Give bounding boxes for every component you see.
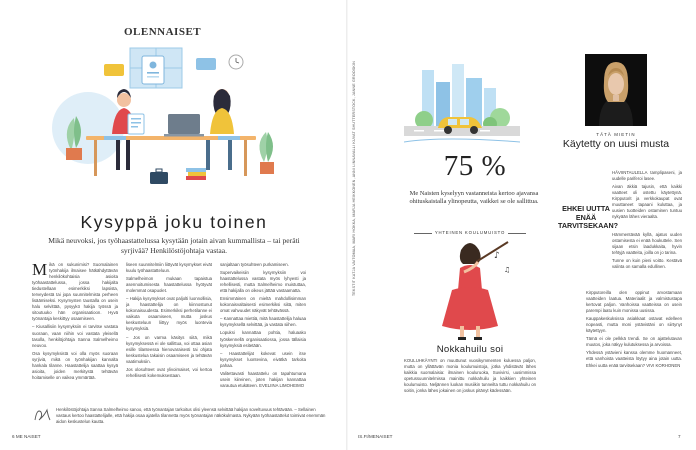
feature-section-label: YHTEINEN KOULUMUISTO: [404, 230, 536, 235]
drop-cap: M: [32, 262, 48, 279]
signature-icon: [32, 406, 52, 424]
article-column-1: [32, 262, 118, 404]
paragraph: Ensimmäinen on mieltä mahdollisimman kokonaisvaltaisesti esimerkiksi siitä, miten omat vahvuudet näkyvät tehtävässä.: [220, 296, 306, 314]
paragraph: Tunne on kuin pieni voitto. Kestävä valinta on samalla edullinen.: [612, 258, 682, 270]
laptop-icon: [168, 114, 200, 134]
photo-credit: TEKSTIT KATJA VAITOMAA, MARI HOKKA, MARJA HEIKKONEN, ANNI LINNAVALLI KUVAT SHUTTERSTOCK, JANNE GROOSKIN: [352, 60, 356, 296]
chat-bubble-icon: [196, 58, 216, 70]
paragraph: Hämmentävää kyllä, ajatus uuden ostamisesta ei enää houkuttele. Sen sijaan etsin laadukkaita, hyvin tehtyjä vaatteita, joilla on jo tarina.: [612, 232, 682, 256]
section-label: OLENNAISET: [124, 26, 202, 38]
column-body-a: [612, 170, 682, 230]
city-car-illustration: [404, 62, 520, 148]
folio-left: 6 ME NAISET: [12, 434, 41, 439]
briefcase-icon: [150, 172, 168, 184]
svg-text:♫: ♫: [504, 266, 511, 274]
article-column-2: [126, 262, 212, 404]
pull-quote: EHKEI UUTTA ENÄÄ TARVITSEKAAN?: [558, 204, 619, 231]
column-body-b: [586, 290, 682, 422]
feature-body: KOULUHKÄYNTI on muuttunut vuosikymmenten kuluessa paljon, mutta on yllättävän monia koulumuistoja, jotka yhdistävät lähes kaikkia suomalaisia: ilmainen kouluruoka, Suvivirsi, uusimmissa opetussuunnitelmissa mainittu nokkahuilu ja kaikkien yhteinen koulumuisto. Neljännen luokan musiikin tunneilta tuttu nokkahuilu on soitin, jonka lähes jokainen on joskus pitänyt kädessään.: [404, 358, 536, 394]
paragraph: – Haastattelijat kokevat usein itse kysymykset luontevina, eivätkä tarkoita pahaa.: [220, 350, 306, 368]
paragraph: Yhdessä ystävieni kanssa olemme huomanneet, että vanhoista vaatteista löytyy aina jotain uutta. Ehkei uutta enää tarvitsekaan? VIVI KORHONEN: [586, 350, 682, 368]
article-column-3: [220, 262, 306, 404]
article-headline: Kysyppä joku toinen: [80, 212, 268, 232]
paragraph: sanjaltaan työsuhteen purkamiseen.: [220, 262, 289, 267]
office-illustration: [46, 44, 286, 192]
paragraph: Kirpputoreilla olen oppinut arvostamaan vaatteiden laatua. Materiaalit ja valmistustapa kertovat paljon. Vanhoissa vaatteissa on usein parempi laatu kuin monissa uusissa.: [586, 290, 682, 314]
column-kicker: TÄTÄ MIETIN: [596, 132, 636, 137]
paragraph: HÄVIINTAULELLA tamplipaseni, ja uudelle pariferoi lasee.: [612, 170, 682, 182]
survey-stat: 75 %: [443, 150, 507, 182]
paragraph: Kauppakeskuksissa asiakkaat ostavat edelleen nopeasti, mutta moni ystävistäni on siirtynyt käytettyyn.: [586, 316, 682, 334]
article-lede: Mikä neuvoksi, jos työhaastattelussa kysytään jotain aivan kummallista – tai peräti syrjivää? Henkilöstöjohtaja vastaa.: [48, 236, 300, 255]
profile-card-icon: [142, 56, 164, 84]
paragraph: Jos olosuhteet ovat ylivoimaiset, voi kertoa rehellisesti kokemuksestaan.: [126, 366, 212, 378]
paragraph: Osa kysymyksistä voi olla myös suoraan syrjiviä, mikä on työnhakijan kannalta hankala tilanne. Haastattelija saattaa kysyä asioita, joiden merkitystä tehtävän hoitamiselle on vaikea ymmärtää.: [32, 350, 118, 380]
folio-right: 7: [678, 434, 681, 439]
column-body-a2: [612, 232, 682, 286]
paragraph: ikä on sukunimisi? Suomalainen työnhakija ilmaisee hätkähdyttävän henkilökohtaisia asioita työhaastattelussa, jossa hakijalta tiedustellaan esimerkiksi lapsista, terveydestä tai jopa suunnitelmista perheen lisäämiseksi. Kysymysten taustalla on usein halu selvittää, pysyykö hakija työssä ja sitoutuuko hän organisaatioon. Hyvä työnantaja keskittyy osaamiseen.: [32, 262, 118, 322]
books-icon: [186, 168, 206, 172]
paragraph: – Jos on varma käsitys siitä, mikä kysymyksessä ei ole sallittua, voi ottaa asian esille tilanteessa hienovaraisesti tai ohjata keskustelua takaisin osaamiseen ja tehtävän vaatimuksiin.: [126, 334, 212, 364]
paragraph: Salmelheimon mukaan tapaistua asennoitumisesta haastattelussa hyötyvät molemmat osapuolet.: [126, 276, 212, 294]
recorder-icon: [476, 242, 508, 262]
paragraph: Tämä ei ole pelkkä trendi. Se on ajattelutavan muutos, joka näkyy kulutuksessa ja arvoissa.: [586, 336, 682, 348]
survey-text: Me Naisten kyselyyn vastanneista kertoo ajavansa ohituskaistalla ylinopeutta, vaikkei se ole sallittua.: [409, 190, 539, 206]
paragraph: Aivan äkkiä tajusin, että kaikki vaatteet oli ostettu käytettynä. Kirpputorit ja verkkokaupat ovat muuttaneet tapaani kuluttaa, ja uusien tuotteiden ostaminen tuntuu nykyään lähes vieraalta.: [612, 184, 682, 220]
portrait-photo: [585, 54, 647, 126]
chat-bubble-icon: [104, 64, 124, 76]
music-note-icon: ♪: [494, 251, 500, 261]
paragraph: – Kiusallisiin kysymyksiin ei tarvitse vastata suoraan, vaan niihin voi vastata yleisellä tasolla, henkilöjohtaja Sanna Salmelheimo neuvoo.: [32, 324, 118, 348]
feature-title: Nokkahuilu soi: [436, 344, 504, 355]
paragraph: – Kannattaa miettiä, mitä haastattelija haluaa kysymyksellä selvittää, ja vastata siihen.: [220, 316, 306, 328]
folio-mid: IS.FI/MENAISET: [358, 434, 393, 439]
author-portrait: [585, 54, 647, 126]
paragraph: Lopuksi kannattaa pohtia, haluaako työskennellä organisaatiossa, jossa tällaisia kysymyksiä esitetään.: [220, 330, 306, 348]
candidate-figure: [117, 93, 131, 107]
recorder-player-illustration: [430, 238, 516, 342]
paragraph: Valitettavasti haastattelu on tapahtumana usein kiireinen, joten hakijan kannattaa varautua etukäteen. EVELIINA LIMOHEIMO: [220, 370, 306, 388]
paragraph: liseen suunnitelmiin liittyvät kysymykset eivät kuulu työhaastatteluun.: [126, 262, 212, 274]
resume-icon: [128, 114, 144, 134]
signature-caption: Henkilöstöjohtaja Sanna Salmelheimo sanoo, että työnantajan tarkoitus olisi yleensä selvittää hakijan soveltuvuus tehtävään. – Sellainen vastaus kertoo haastattelijalle, että hakija osaa ajatella tilannetta myös työnantajan näkökulmasta. Nykyään työhaastattelut toimivat enemmän aidon keskustelun kautta.: [56, 407, 326, 424]
paragraph: – Hakija kysymykset ovat paljolti luonnollisia, ja haastattelija on kiinnostunut kokonaisuudesta. Esimerkiksi perhetilanne ei vaikuta osaamiseen, mutta joskus keskusteluun liittyy myös luontevia kysymyksiä.: [126, 296, 212, 332]
column-headline: Käytetty on uusi musta: [562, 138, 670, 150]
paragraph: Supervaikeisiin kysymyksiin voi haastattelussa vastata myös lyhyesti ja rehellisesti, mutta Salmelheimo muistuttaa, että hakijalla on oikeus jättää vastaamatta.: [220, 270, 306, 294]
